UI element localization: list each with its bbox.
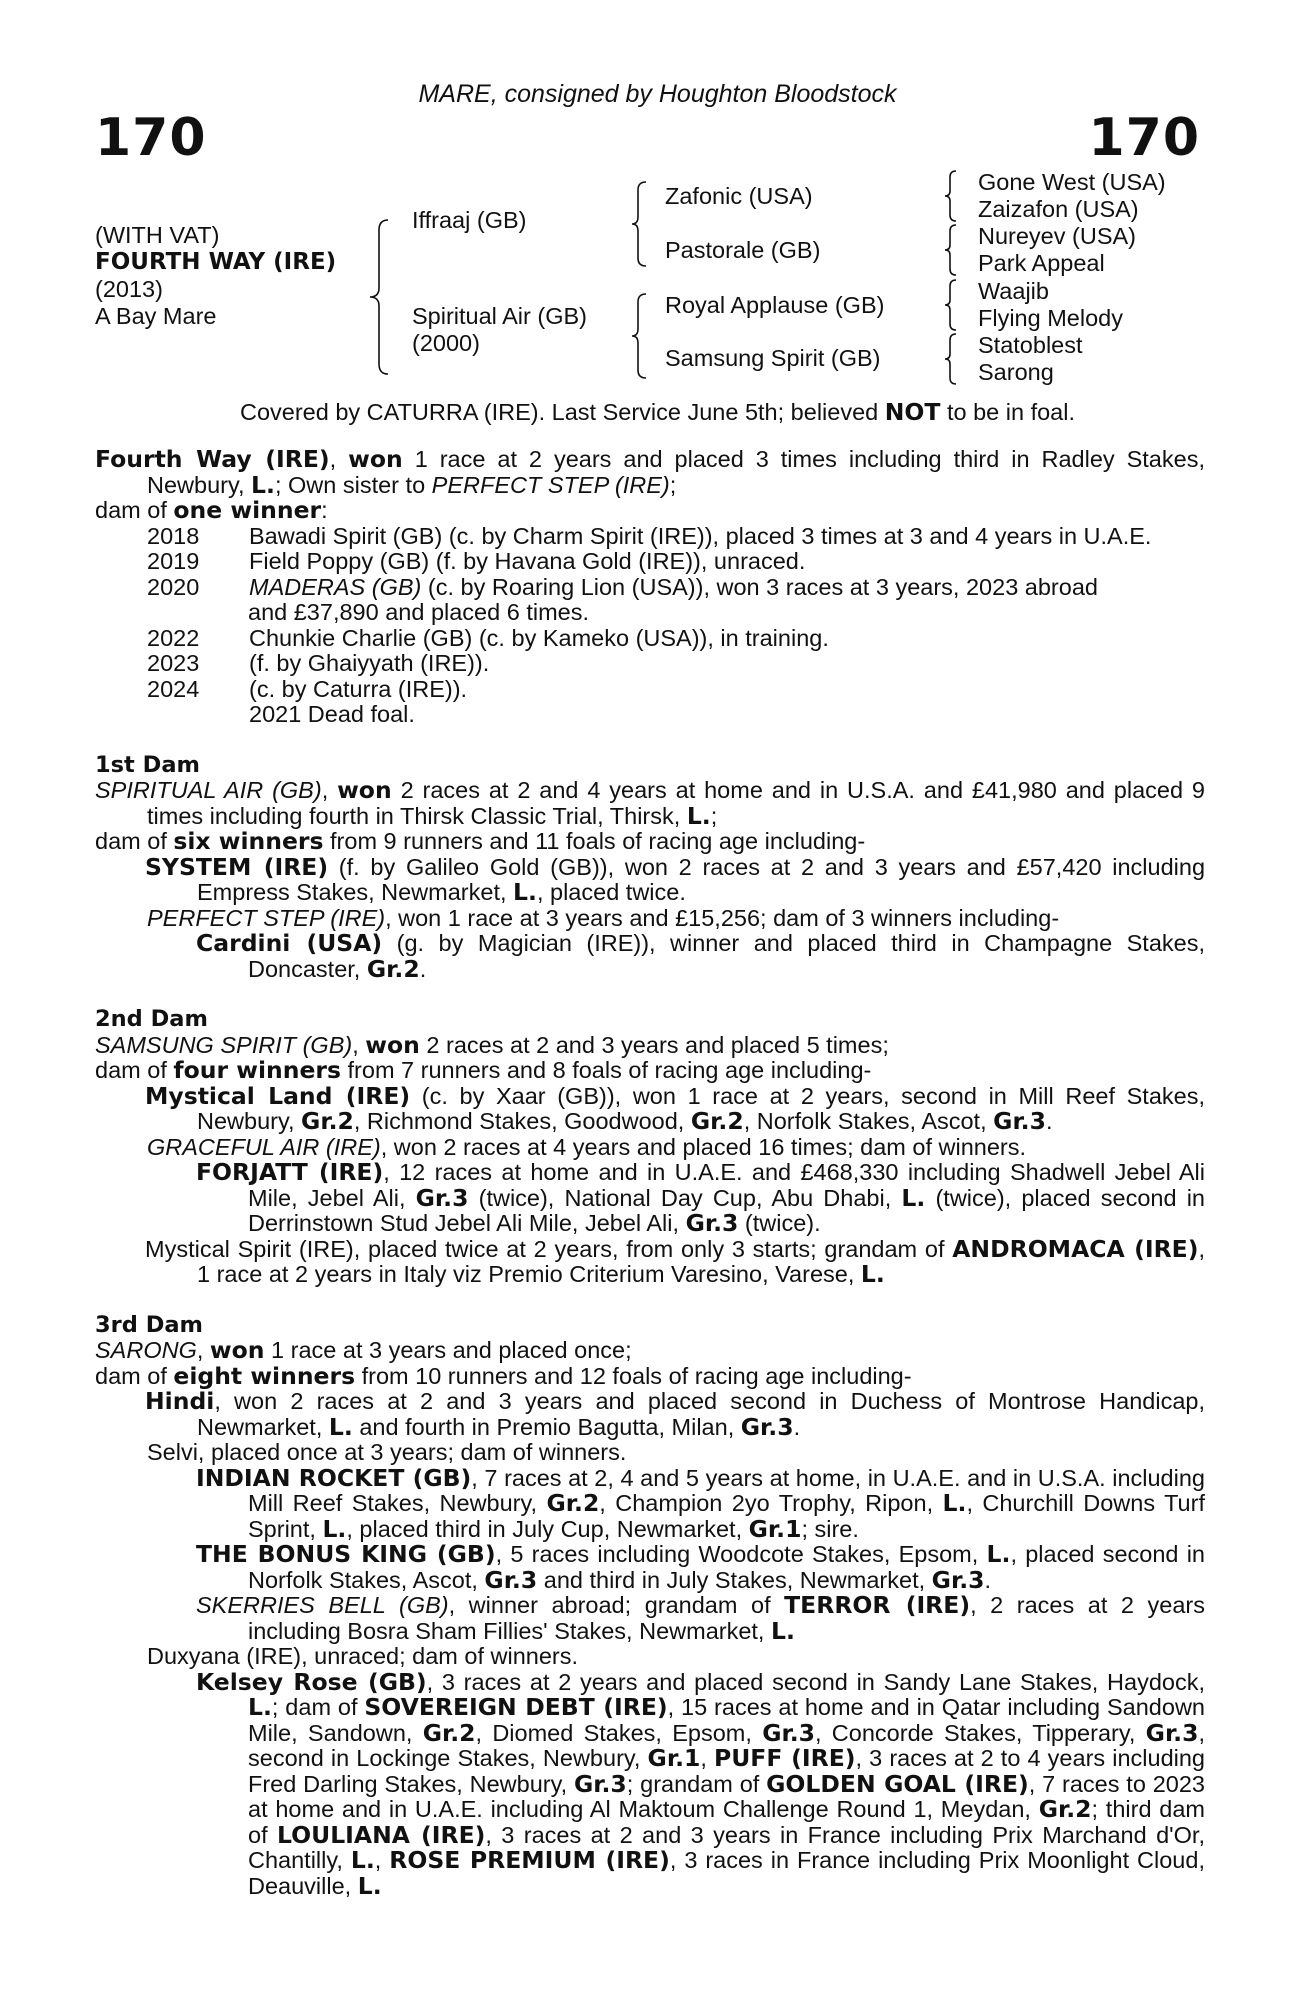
dam-sire: Royal Applause (GB)	[665, 292, 885, 318]
pedigree-brace-g2	[944, 223, 962, 277]
horse-description: A Bay Mare	[95, 303, 217, 329]
pedigree-brace-sire	[632, 180, 652, 268]
progeny-entry: THE BONUS KING (GB), 5 races including Woodcote Stakes, Epsom, L., placed second in Norfolk Stakes, Ascot, Gr.3 and third in July Stakes, Newmarket, Gr.3.	[196, 1540, 1206, 1594]
horse-name: FOURTH WAY (IRE)	[95, 249, 337, 275]
produce-row: 2020 MADERAS (GB) (c. by Roaring Lion (USA)), won 3 races at 3 years, 2023 abroad	[147, 573, 1098, 600]
pedigree-brace-g4	[944, 332, 962, 386]
progeny-entry: PERFECT STEP (IRE), won 1 race at 3 years and £15,256; dam of 3 winners including-	[147, 904, 1060, 931]
produce-summary: dam of one winner:	[95, 496, 328, 524]
progeny-entry: Kelsey Rose (GB), 3 races at 2 years and placed second in Sandy Lane Stakes, Haydock, L.; dam of SOVEREIGN DEBT (IRE), 15 races at home and in Qatar including Sandown Mile, Sandown, Gr.2, Diomed Stakes, Epsom, Gr.3, Concorde Stakes, Tipperary, Gr.3, second in Lockinge Stakes, Newbury, Gr.1, PUFF (IRE), 3 races at 2 to 4 years including Fred Darling Stakes, Newbury, Gr.3; grandam of GOLDEN GOAL (IRE), 7 races to 2023 at home and in U.A.E. including Al Maktoum Challenge Round 1, Meydan, Gr.2; third dam of LOULIANA (IRE), 3 races at 2 and 3 years in France including Prix Marchand d'Or, Chantilly, L., ROSE PREMIUM (IRE), 3 races in France including Prix Moonlight Cloud, Deauville, L.	[196, 1667, 1206, 1900]
covering-note: Covered by CATURRA (IRE). Last Service June 5th; believed NOT to be in foal.	[239, 398, 1076, 426]
first-dam-record: SPIRITUAL AIR (GB), won 2 races at 2 and 4 years at home and in U.S.A. and £41,980 and placed 9 times including fourth in Thirsk Classic Trial, Thirsk, L.;	[95, 776, 1205, 830]
dam-dam: Samsung Spirit (GB)	[665, 345, 881, 371]
first-dam-summary: dam of six winners from 9 runners and 11 foals of racing age including-	[95, 827, 866, 855]
dam-year: (2000)	[412, 330, 480, 356]
third-dam-record: SARONG, won 1 race at 3 years and placed once;	[95, 1336, 632, 1364]
second-dam-record: SAMSUNG SPIRIT (GB), won 2 races at 2 and 3 years and placed 5 times;	[95, 1030, 889, 1059]
lot-number-right: 170	[1088, 108, 1200, 168]
sire-sire: Zafonic (USA)	[665, 183, 813, 209]
catalogue-body	[95, 447, 1205, 1899]
third-dam-heading: 3rd Dam	[95, 1311, 203, 1338]
vat-note: (WITH VAT)	[95, 222, 220, 248]
grandsire-3: Waajib	[978, 278, 1049, 304]
granddam-2: Park Appeal	[978, 250, 1105, 276]
grandsire-1: Gone West (USA)	[978, 169, 1166, 195]
foaling-year: (2013)	[95, 276, 163, 302]
produce-row: 2024 (c. by Caturra (IRE)).	[147, 675, 468, 702]
pedigree-brace-g3	[944, 278, 962, 332]
sire-name: Iffraaj (GB)	[412, 207, 527, 233]
second-dam-heading: 2nd Dam	[95, 1006, 208, 1032]
granddam-3: Flying Melody	[978, 305, 1123, 331]
produce-row: 2019 Field Poppy (GB) (f. by Havana Gold (IRE)), unraced.	[147, 548, 806, 574]
pedigree-brace-main	[368, 218, 392, 376]
progeny-entry: SYSTEM (IRE) (f. by Galileo Gold (GB)), won 2 races at 2 and 3 years and £57,420 including Empress Stakes, Newmarket, L., placed twice.	[145, 852, 1206, 906]
progeny-entry: Cardini (USA) (g. by Magician (IRE)), winner and placed third in Champagne Stakes, Doncaster, Gr.2.	[196, 929, 1205, 983]
progeny-entry: Hindi, won 2 races at 2 and 3 years and placed second in Duchess of Montrose Handicap, Newmarket, L. and fourth in Premio Bagutta, Milan, Gr.3.	[145, 1387, 1205, 1441]
lot-number-left: 170	[95, 108, 207, 168]
produce-list	[95, 524, 1205, 728]
progeny-entry: GRACEFUL AIR (IRE), won 2 races at 4 years and placed 16 times; dam of winners.	[147, 1133, 1027, 1160]
second-dam-summary: dam of four winners from 7 runners and 8 foals of racing age including-	[95, 1056, 872, 1084]
pedigree-brace-g1	[944, 169, 962, 223]
progeny-entry: Mystical Land (IRE) (c. by Xaar (GB)), won 1 race at 2 years, second in Mill Reef Stakes, Newbury, Gr.2, Richmond Stakes, Goodwood, Gr.2, Norfolk Stakes, Ascot, Gr.3.	[145, 1081, 1205, 1135]
produce-row: 2022 Chunkie Charlie (GB) (c. by Kameko (USA)), in training.	[147, 624, 829, 651]
dead-foal-note: 2021 Dead foal.	[249, 701, 415, 727]
progeny-entry: Mystical Spirit (IRE), placed twice at 2 years, from only 3 starts; grandam of ANDROMACA (IRE), 1 race at 2 years in Italy viz Premio Criterium Varesino, Varese, L.	[145, 1234, 1205, 1288]
granddam-1: Zaizafon (USA)	[978, 196, 1139, 222]
progeny-entry: INDIAN ROCKET (GB), 7 races at 2, 4 and 5 years at home, in U.A.E. and in U.S.A. including Mill Reef Stakes, Newbury, Gr.2, Champion 2yo Trophy, Ripon, L., Churchill Downs Turf Sprint, L., placed third in July Cup, Newmarket, Gr.1; sire.	[196, 1463, 1205, 1543]
third-dam-summary: dam of eight winners from 10 runners and 12 foals of racing age including-	[95, 1361, 912, 1390]
progeny-entry: Selvi, placed once at 3 years; dam of winners.	[147, 1439, 627, 1465]
progeny-entry: SKERRIES BELL (GB), winner abroad; grandam of TERROR (IRE), 2 races at 2 years including Bosra Sham Fillies' Stakes, Newmarket, L.	[196, 1591, 1206, 1645]
produce-row: 2023 (f. by Ghaiyyath (IRE)).	[147, 650, 490, 676]
horse-record: Fourth Way (IRE), won 1 race at 2 years and placed 3 times including third in Radley Stakes, Newbury, L.; Own sister to PERFECT STEP (IRE);	[95, 445, 1205, 499]
progeny-entry: FORJATT (IRE), 12 races at home and in U.A.E. and £468,330 including Shadwell Jebel Ali Mile, Jebel Ali, Gr.3 (twice), National Day Cup, Abu Dhabi, L. (twice), placed second in Derrinstown Stud Jebel Ali Mile, Jebel Ali, Gr.3 (twice).	[196, 1158, 1206, 1237]
produce-row: 2018 Bawadi Spirit (GB) (c. by Charm Spirit (IRE)), placed 3 times at 3 and 4 years in U.A.E.	[147, 522, 1152, 549]
produce-row-continuation: and £37,890 and placed 6 times.	[248, 599, 590, 625]
first-dam-heading: 1st Dam	[95, 751, 200, 778]
grandsire-4: Statoblest	[978, 332, 1083, 358]
sire-dam: Pastorale (GB)	[665, 237, 821, 263]
dam-name: Spiritual Air (GB)	[412, 303, 587, 329]
pedigree-brace-dam	[632, 292, 652, 380]
grandsire-2: Nureyev (USA)	[978, 223, 1137, 249]
progeny-entry: Duxyana (IRE), unraced; dam of winners.	[147, 1643, 579, 1669]
consignment-line: MARE, consigned by Houghton Bloodstock	[418, 80, 897, 108]
granddam-4: Sarong	[978, 359, 1054, 385]
